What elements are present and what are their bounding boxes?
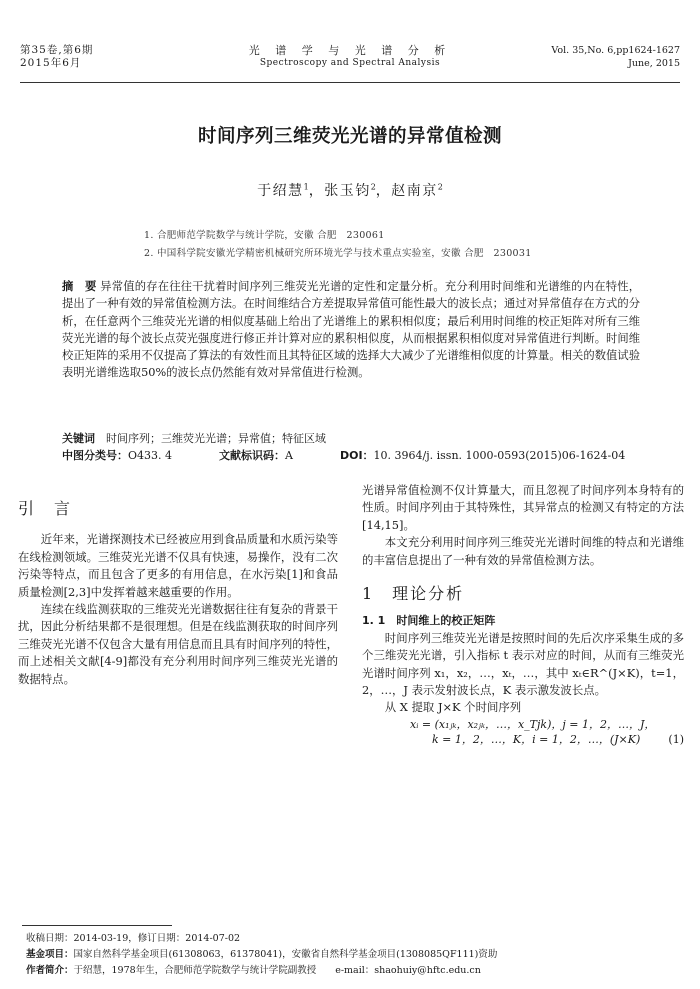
equation-1-cont: k = 1，2，…，K，i = 1，2，…，(J×K) (1)	[432, 732, 684, 746]
right-column	[362, 482, 684, 747]
footnote-fund: 基金项目：国家自然科学基金项目(61308063，61378041)，安徽省自然科学基金项目(1308085QF111)资助	[26, 949, 498, 960]
abstract-text: 异常值的存在往往干扰着时间序列三维荧光光谱的定性和定量分析。充分利用时间维和光谱维的内在特性，提出了一种有效的异常值检测方法。在时间维结合方差提取异常值可能性最大的波长点；通过对异常值存在方式的分析，在任意两个三维荧光光谱的相似度基础上给出了光谱维上的累积相似度；最后利用时间维的校正矩阵对所有三维荧光光谱的每个波长点荧光强度进行修正并计算对应的累积相似度，从而根据累积相似度对异常值进行判断。时间维校正矩阵的采用不仅提高了算法的有效性而且其特征区域的选择大大减少了光谱维相似度的计算量。相关的数值试验表明光谱维选取50%的波长点仍然能有效对异常值进行检测。	[62, 280, 640, 380]
left-column	[18, 500, 338, 688]
subsection-heading: 1. 1 时间维上的校正矩阵	[362, 614, 496, 628]
header-journal: 光 谱 学 与 光 谱 分 析 Spectroscopy and Spectral Analysis	[248, 44, 452, 68]
footnote-author: 作者简介：于绍慧，1978年生，合肥师范学院数学与统计学院副教授 e-mail：shaohuiy@hftc.edu.cn	[26, 965, 481, 976]
theory-paragraph-2: 从 X 提取 J×K 个时间序列	[384, 700, 522, 715]
theory-paragraph-1: 时间序列三维荧光光谱是按照时间的先后次序采集生成的多个三维荧光光谱，引入指标 t 表示对应的时间，从而有三维荧光光谱时间序列 x₁，x₂，…，xₜ，…，其中 xₜ∈R^(J×K)，t=1，2，…，J 表示发射波长点，K 表示激发波长点。	[362, 630, 684, 698]
author-list: 于绍慧$^1$，张玉钧$^2$，赵南京$^2$	[257, 182, 443, 199]
article-title: 时间序列三维荧光光谱的异常值检测	[197, 126, 502, 147]
abstract-label: 摘 要	[62, 280, 97, 293]
keywords: 关键词 时间序列；三维荧光光谱；异常值；特征区域	[62, 432, 326, 445]
footnote-received: 收稿日期：2014-03-19，修订日期：2014-07-02	[26, 933, 241, 944]
theory-heading: 1 理论分析	[362, 584, 465, 604]
intro-paragraph-last: 本文充分利用时间序列三维荧光光谱时间维的特点和光谱维的丰富信息提出了一种有效的异常值检测方法。	[362, 535, 684, 567]
footnote-rule	[22, 925, 172, 926]
equation-1-number: (1)	[668, 732, 684, 746]
intro-paragraph-1: 近年来，光谱探测技术已经被应用到食品质量和水质污染等在线检测领域。三维荧光光谱不仅具有快速，易操作，没有二次污染等特点，而且包含了更多的有用信息，在水污染[1]和食品质量检测[2,3]中发挥着越来越重要的作用。	[18, 532, 338, 599]
abstract	[62, 278, 640, 382]
header-issue: 第35卷,第6期 2015年6月	[20, 44, 94, 69]
affiliation-1: 1. 合肥师范学院数学与统计学院，安徽 合肥 230061	[144, 230, 385, 241]
intro-heading: 引 言	[18, 499, 73, 518]
intro-paragraph-2: 连续在线监测获取的三维荧光光谱数据往往有复杂的背景干扰，因此分析结果都不是很理想。但是在线监测获取的时间序列三维荧光光谱不仅包含大量有用信息而且具有时间序列的特性，而上述相关文献[4-9]都没有充分利用时间序列三维荧光光谱的数据特点。	[18, 602, 338, 686]
intro-paragraph-cont: 光谱异常值检测不仅计算量大，而且忽视了时间序列本身特有的性质。时间序列由于其特殊性，其异常点的检测又有特定的方法[14,15]。	[362, 483, 684, 532]
equation-1: xᵢ = (x₁ⱼₖ，x₂ⱼₖ，…，x_Tjk)，j = 1，2，…，J，	[410, 717, 656, 731]
affiliation-2: 2. 中国科学院安徽光学精密机械研究所环境光学与技术重点实验室，安徽 合肥 230031	[144, 248, 532, 259]
running-header	[0, 44, 700, 80]
header-rule	[20, 82, 680, 83]
classification: 中图分类号：O433. 4 文献标识码：A DOI：10. 3964/j. issn. 1000-0593(2015)06-1624-04	[62, 449, 626, 462]
header-volume: Vol. 35,No. 6,pp1624-1627 June, 2015	[551, 45, 680, 69]
